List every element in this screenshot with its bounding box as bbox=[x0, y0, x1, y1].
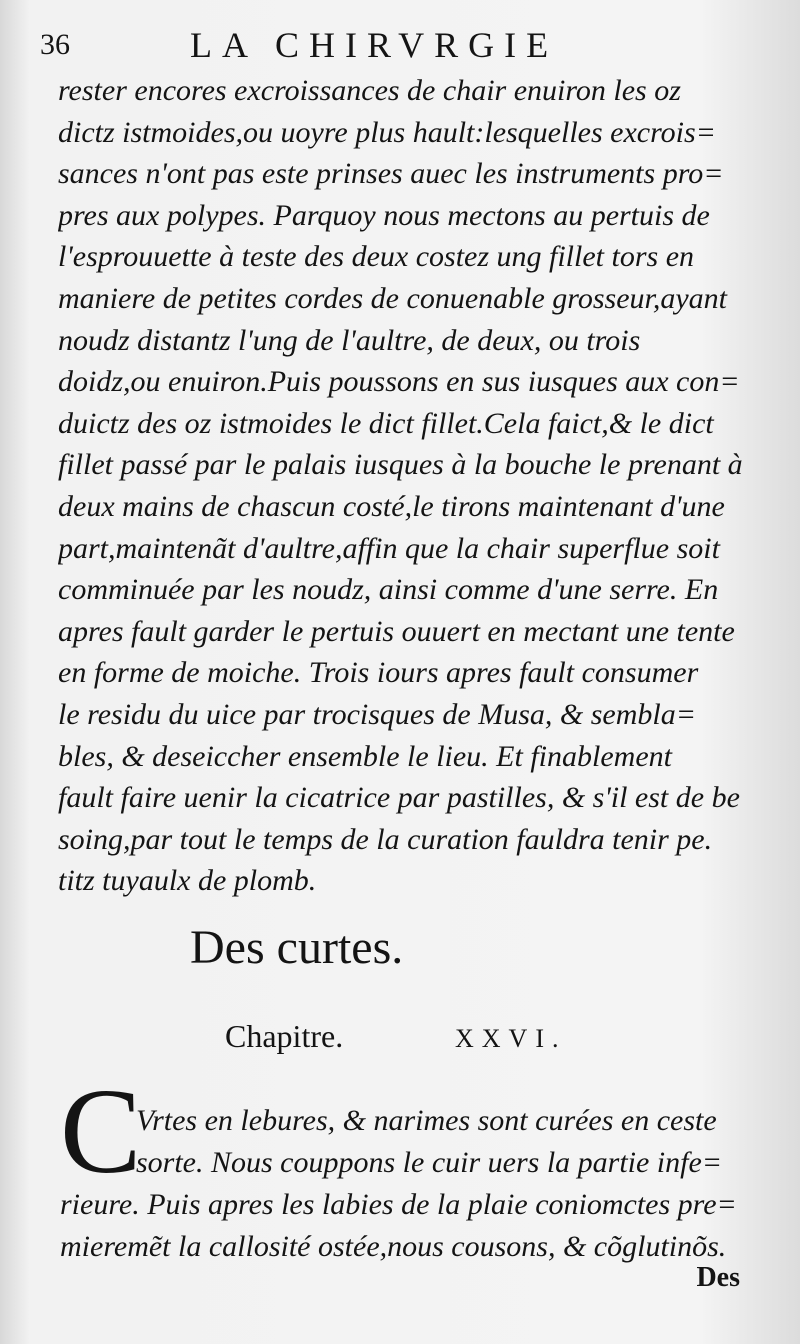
text-line: sances n'ont pas este prinses auec les instruments pro= bbox=[58, 157, 724, 191]
text-line: sorte. Nous couppons le cuir uers la partie infe= bbox=[136, 1146, 723, 1179]
text-line: dictz istmoides,ou uoyre plus hault:lesquelles excrois= bbox=[58, 115, 716, 149]
chapter-number: XXVI. bbox=[455, 1024, 567, 1053]
text-line: duictz des oz istmoides le dict fillet.Cela faict,& le dict bbox=[58, 406, 714, 440]
page-number: 36 bbox=[40, 28, 70, 61]
text-line: bles, & deseiccher ensemble le lieu. Et finablement bbox=[58, 739, 672, 773]
text-line: fillet passé par le palais iusques à la bouche le prenant à bbox=[58, 448, 743, 482]
text-line: comminuée par les noudz, ainsi comme d'une serre. En bbox=[58, 573, 719, 607]
text-line: rester encores excroissances de chair enuiron les oz bbox=[58, 74, 681, 107]
chapter-text bbox=[60, 1100, 750, 1268]
text-line: pres aux polypes. Parquoy nous mectons au pertuis de bbox=[58, 198, 710, 232]
text-line: apres fault garder le pertuis ouuert en mectant une tente bbox=[58, 614, 735, 648]
text-line: doidz,ou enuiron.Puis poussons en sus iusques aux con= bbox=[58, 365, 740, 399]
text-line: titz tuyaulx de plomb. bbox=[58, 864, 317, 898]
text-line: part,maintenãt d'aultre,affin que la chair superflue soit bbox=[58, 531, 720, 565]
text-line: en forme de moiche. Trois iours apres fault consumer bbox=[58, 656, 699, 690]
text-line: mieremẽt la callosité ostée,nous cousons, & cõglutinõs. bbox=[60, 1230, 727, 1263]
drop-cap: C bbox=[60, 1064, 142, 1199]
text-line: deux mains de chascun costé,le tirons maintenant d'une bbox=[58, 489, 725, 523]
body-text bbox=[58, 70, 748, 902]
section-title: Des curtes. bbox=[190, 921, 404, 974]
text-line: noudz distantz l'ung de l'aultre, de deux, ou trois bbox=[58, 323, 641, 357]
text-line: fault faire uenir la cicatrice par pastilles, & s'il est de be bbox=[58, 781, 740, 815]
text-line: soing,par tout le temps de la curation fauldra tenir pe. bbox=[58, 822, 713, 856]
running-head: LA CHIRVRGIE bbox=[190, 25, 559, 65]
text-line: Vrtes en lebures, & narimes sont curées en ceste bbox=[136, 1104, 717, 1137]
catchword: Des bbox=[696, 1262, 740, 1293]
chapter-label: Chapitre. bbox=[225, 1018, 344, 1054]
page-header bbox=[40, 18, 760, 68]
text-line: le residu du uice par trocisques de Musa, & sembla= bbox=[58, 697, 696, 731]
text-line: maniere de petites cordes de conuenable grosseur,ayant bbox=[58, 281, 728, 315]
text-line: l'esprouuette à teste des deux costez ung fillet tors en bbox=[58, 240, 695, 274]
text-line: rieure. Puis apres les labies de la plaie coniomctes pre= bbox=[60, 1188, 737, 1221]
